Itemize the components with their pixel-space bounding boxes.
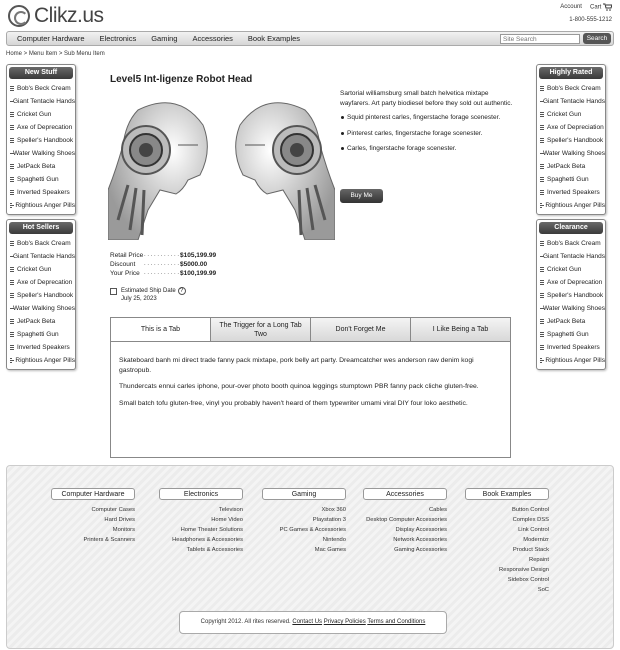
highly-rated-item-label: Axe of Depreciation: [547, 124, 604, 131]
highly-rated-item[interactable]: [540, 147, 605, 160]
main-nav: [6, 31, 614, 46]
new-stuff-item[interactable]: [10, 82, 75, 95]
footer-link[interactable]: [465, 555, 549, 565]
hot-sellers-item[interactable]: [10, 341, 75, 354]
hot-sellers-item[interactable]: [10, 276, 75, 289]
footer-link-label: Playstation 3: [312, 517, 346, 523]
new-stuff-item[interactable]: [10, 199, 75, 212]
highly-rated-item[interactable]: [540, 173, 605, 186]
new-stuff-item-label: Spaghetti Gun: [17, 176, 59, 183]
new-stuff-item[interactable]: [10, 173, 75, 186]
footer-link[interactable]: [465, 515, 549, 525]
clearance-item-label: Cricket Gun: [547, 266, 582, 273]
list-bullet-icon: [540, 190, 544, 195]
footer-link[interactable]: [262, 545, 346, 555]
footer-link[interactable]: [465, 525, 549, 535]
hot-sellers-item[interactable]: [10, 354, 75, 367]
hot-sellers-item-label: Giant Tentacle Hands: [13, 253, 76, 260]
list-bullet-icon: [10, 190, 14, 195]
clearance-title: Clearance: [539, 222, 603, 234]
new-stuff-item-label: Bob's Beck Cream: [17, 85, 71, 92]
hot-sellers-item[interactable]: [10, 250, 75, 263]
footer-col-accessories: [363, 488, 447, 555]
copyright-text: Copyright 2012. All rites reserved.: [200, 619, 291, 625]
site-logo[interactable]: [8, 4, 104, 28]
clearance-box: [536, 219, 606, 370]
clearance-item[interactable]: [540, 302, 605, 315]
list-bullet-icon: [540, 345, 544, 350]
list-bullet-icon: [540, 138, 544, 143]
tab-paragraph: Small batch tofu gluten-free, vinyl you probably haven't heard of them typewriter umami viral DIY four loko aesthetic.: [119, 399, 468, 407]
new-stuff-item-label: Inverted Speakers: [17, 189, 70, 196]
new-stuff-item[interactable]: [10, 108, 75, 121]
cart-label: Cart: [589, 4, 602, 11]
list-bullet-icon: [10, 267, 14, 272]
list-bullet-icon: [540, 241, 544, 246]
list-bullet-icon: [540, 332, 544, 337]
footer-heading[interactable]: Electronics: [159, 488, 243, 500]
hot-sellers-item-label: Spaghetti Gun: [17, 331, 59, 338]
footer-link-label: Printers & Scanners: [83, 537, 135, 543]
footer-link-label: Hard Drives: [104, 517, 135, 523]
clearance-item[interactable]: [540, 250, 605, 263]
highly-rated-item-label: Speller's Handbook: [547, 137, 604, 144]
nav-item-electronics[interactable]: Electronics: [99, 34, 137, 43]
breadcrumb[interactable]: Home > Menu Item > Sub Menu Item: [6, 51, 105, 57]
nav-item-accessories[interactable]: Accessories: [192, 34, 233, 43]
product-tabs: [110, 317, 511, 458]
feature-bullet: Pinterest carles, fingerstache forage scenester.: [340, 129, 515, 139]
tab-4[interactable]: I Like Being a Tab: [410, 318, 510, 341]
clearance-item[interactable]: [540, 328, 605, 341]
contact-link[interactable]: Contact Us: [292, 619, 323, 625]
footer-link-label: Xbox 360: [321, 507, 346, 513]
privacy-link[interactable]: Privacy Policies: [323, 619, 366, 625]
footer-col-electronics: [159, 488, 243, 555]
footer-link[interactable]: [465, 565, 549, 575]
clearance-item-label: Bob's Back Cream: [547, 240, 601, 247]
footer-link[interactable]: [262, 515, 346, 525]
list-bullet-icon: [540, 86, 544, 91]
hot-sellers-item[interactable]: [10, 237, 75, 250]
new-stuff-box: [6, 64, 76, 215]
clearance-item-label: Spaghetti Gun: [547, 331, 589, 338]
hot-sellers-item-label: Cricket Gun: [17, 266, 52, 273]
list-bullet-icon: [10, 319, 14, 324]
footer-link-label: Link Control: [518, 527, 549, 533]
clearance-item[interactable]: [540, 289, 605, 302]
retail-price-label: Retail Price . . .: [110, 251, 180, 260]
footer-link-label: Monitors: [112, 527, 135, 533]
feature-bullet: Squid pinterest carles, fingerstache forage scenester.: [340, 113, 515, 123]
hot-sellers-item[interactable]: [10, 263, 75, 276]
product-description: [340, 89, 515, 160]
list-bullet-icon: [540, 358, 542, 363]
clearance-item-label: Axe of Deprecation: [547, 279, 603, 286]
footer-link[interactable]: [51, 535, 135, 545]
footer-link-label: Network Accessories: [393, 537, 447, 543]
list-bullet-icon: [540, 203, 542, 208]
new-stuff-item-label: Rightious Anger Pills: [15, 202, 75, 209]
new-stuff-title: New Stuff: [9, 67, 73, 79]
copyright-bar: [179, 611, 447, 634]
footer-link-label: SoC: [537, 587, 549, 593]
highly-rated-item-label: Spaghetti Gun: [547, 176, 589, 183]
highly-rated-box: [536, 64, 606, 215]
highly-rated-item-label: JetPack Beta: [547, 163, 586, 170]
highly-rated-item[interactable]: [540, 121, 605, 134]
footer-link-label: Complex DSS: [512, 517, 549, 523]
footer-link-label: Home Theater Solutions: [180, 527, 243, 533]
hot-sellers-item[interactable]: [10, 328, 75, 341]
footer-link-label: Modernizr: [523, 537, 549, 543]
discount-value: $5000.00: [180, 261, 208, 268]
new-stuff-item[interactable]: [10, 186, 75, 199]
footer-link[interactable]: [159, 505, 243, 515]
footer-heading[interactable]: Computer Hardware: [51, 488, 135, 500]
clearance-item-label: Rightious Anger Pills: [545, 357, 605, 364]
footer-link-label: Sidebox Control: [507, 577, 549, 583]
cart-icon: [603, 3, 612, 11]
list-bullet-icon: [10, 203, 12, 208]
list-bullet-icon: [540, 267, 544, 272]
highly-rated-item[interactable]: [540, 160, 605, 173]
hot-sellers-item[interactable]: [10, 302, 75, 315]
new-stuff-item[interactable]: [10, 147, 75, 160]
clearance-item[interactable]: [540, 341, 605, 354]
clearance-item[interactable]: [540, 354, 605, 367]
footer-link[interactable]: [262, 525, 346, 535]
highly-rated-item[interactable]: [540, 186, 605, 199]
search-button[interactable]: Search: [583, 33, 611, 44]
highly-rated-item-label: Giant Tentacle Hands: [543, 98, 606, 105]
price-table: [110, 251, 216, 278]
your-price-label: Your Price . . .: [110, 269, 180, 278]
footer-link[interactable]: [363, 525, 447, 535]
ship-date-label: Estimated Ship Date: [121, 288, 176, 294]
footer-link[interactable]: [51, 525, 135, 535]
list-bullet-icon: [540, 164, 544, 169]
footer-link[interactable]: [465, 585, 549, 595]
tab-paragraph: Thundercats ennui carles iphone, pour-over photo booth quinoa leggings stumptown PBR fanny pack cliche gluten-free.: [119, 383, 479, 390]
clearance-item-label: Speller's Handbook: [547, 292, 604, 299]
highly-rated-item[interactable]: [540, 95, 605, 108]
list-bullet-icon: [10, 358, 12, 363]
robot-image-left[interactable]: [108, 90, 218, 240]
footer-link-label: Nintendo: [322, 537, 346, 543]
footer-heading[interactable]: Book Examples: [465, 488, 549, 500]
clearance-item[interactable]: [540, 237, 605, 250]
tab-3[interactable]: Don't Forget Me: [310, 318, 410, 341]
clearance-item-label: JetPack Beta: [547, 318, 586, 325]
new-stuff-item[interactable]: [10, 160, 75, 173]
footer-link[interactable]: [159, 545, 243, 555]
tab-1[interactable]: This is a Tab: [111, 318, 210, 341]
terms-link[interactable]: Terms and Conditions: [367, 619, 426, 625]
footer-link[interactable]: [159, 515, 243, 525]
new-stuff-item[interactable]: [10, 95, 75, 108]
hot-sellers-item-label: JetPack Beta: [17, 318, 56, 325]
hot-sellers-item-label: Inverted Speakers: [17, 344, 70, 351]
clearance-item-label: Giant Tentacle Hands: [543, 253, 606, 260]
footer-link-label: Cables: [428, 507, 447, 513]
footer-link[interactable]: [159, 535, 243, 545]
discount-label: Discount . . .: [110, 260, 180, 269]
hot-sellers-title: Hot Sellers: [9, 222, 73, 234]
highly-rated-item-label: Rightious Anger Pills: [545, 202, 605, 209]
search-input[interactable]: [500, 34, 580, 44]
hot-sellers-item-label: Water Walking Shoes: [13, 305, 76, 312]
footer-link[interactable]: [51, 505, 135, 515]
clearance-item-label: Water Walking Shoes: [543, 305, 606, 312]
new-stuff-item[interactable]: [10, 134, 75, 147]
nav-item-book-examples[interactable]: Book Examples: [247, 34, 301, 43]
product-intro: Sartorial williamsburg small batch helvetica mixtape wayfarers. Art party biodiesel before they sold out authentic.: [340, 90, 513, 107]
footer-link-label: Tablets & Accessories: [186, 547, 243, 553]
footer-link-label: Mac Games: [314, 547, 346, 553]
list-bullet-icon: [10, 241, 14, 246]
highly-rated-item[interactable]: [540, 134, 605, 147]
list-bullet-icon: [540, 177, 544, 182]
list-bullet-icon: [10, 138, 14, 143]
footer-link[interactable]: [465, 575, 549, 585]
account-link[interactable]: Account: [560, 4, 582, 10]
highly-rated-item[interactable]: [540, 199, 605, 212]
your-price-value: $100,199.99: [180, 270, 217, 277]
cart-link[interactable]: [590, 3, 612, 11]
footer-link[interactable]: [465, 535, 549, 545]
footer-link[interactable]: [465, 505, 549, 515]
list-bullet-icon: [10, 112, 14, 117]
clearance-item[interactable]: [540, 315, 605, 328]
list-bullet-icon: [10, 164, 14, 169]
hot-sellers-item[interactable]: [10, 289, 75, 302]
list-bullet-icon: [540, 112, 544, 117]
retail-price-value: $105,199.99: [180, 252, 217, 259]
buy-button[interactable]: Buy Me: [340, 189, 383, 203]
hot-sellers-item-label: Rightious Anger Pills: [15, 357, 75, 364]
footer-link-label: Home Video: [211, 517, 243, 523]
tab-paragraph: Skateboard banh mi direct trade fanny pack mixtape, pork belly art party. Dreamcatcher wes anderson raw denim kogi gastropub.: [119, 357, 474, 374]
footer-link-label: Desktop Computer Accessories: [366, 517, 447, 523]
ship-date: [110, 287, 186, 303]
account-area: [560, 3, 612, 23]
ship-date-value: July 25, 2023: [121, 296, 157, 302]
hot-sellers-item-label: Bob's Back Cream: [17, 240, 71, 247]
tab-2[interactable]: The Trigger for a Long Tab Two: [210, 318, 310, 341]
footer-link[interactable]: [363, 535, 447, 545]
list-bullet-icon: [10, 125, 14, 130]
footer-link[interactable]: [363, 505, 447, 515]
list-bullet-icon: [10, 293, 14, 298]
list-bullet-icon: [10, 345, 14, 350]
highly-rated-item[interactable]: [540, 82, 605, 95]
list-bullet-icon: [10, 86, 14, 91]
nav-item-computer-hardware[interactable]: Computer Hardware: [17, 34, 85, 43]
footer: [6, 465, 614, 649]
product-title: Level5 Int-ligenze Robot Head: [110, 74, 253, 85]
hot-sellers-item-label: Axe of Deprecation: [17, 279, 73, 286]
footer-link-label: Televison: [218, 507, 243, 513]
highly-rated-title: Highly Rated: [539, 67, 603, 79]
nav-item-gaming[interactable]: Gaming: [151, 34, 178, 43]
hot-sellers-box: [6, 219, 76, 370]
robot-image-right[interactable]: [225, 90, 335, 240]
clearance-item-label: Inverted Speakers: [547, 344, 600, 351]
list-bullet-icon: [540, 319, 544, 324]
footer-heading[interactable]: Accessories: [363, 488, 447, 500]
footer-link[interactable]: [363, 515, 447, 525]
tab-panel: [111, 342, 510, 408]
highly-rated-item-label: Inverted Speakers: [547, 189, 600, 196]
footer-link[interactable]: [51, 515, 135, 525]
new-stuff-item[interactable]: [10, 121, 75, 134]
new-stuff-item-label: Water Walking Shoes: [13, 150, 76, 157]
new-stuff-item-label: Cricket Gun: [17, 111, 52, 118]
list-bullet-icon: [540, 293, 544, 298]
calendar-icon: [110, 288, 117, 295]
highly-rated-item[interactable]: [540, 108, 605, 121]
help-icon[interactable]: ?: [178, 287, 186, 295]
new-stuff-item-label: Giant Tentacle Hands: [13, 98, 76, 105]
list-bullet-icon: [10, 177, 14, 182]
feature-bullet: Carles, fingerstache forage scenester.: [340, 144, 515, 154]
footer-col-book-examples: [465, 488, 549, 595]
highly-rated-item-label: Bob's Beck Cream: [547, 85, 601, 92]
footer-link-label: Button Control: [511, 507, 549, 513]
footer-link-label: PC Games & Accessories: [279, 527, 346, 533]
new-stuff-item-label: JetPack Beta: [17, 163, 56, 170]
footer-link[interactable]: [159, 525, 243, 535]
list-bullet-icon: [540, 125, 544, 130]
footer-col-computer-hardware: [51, 488, 135, 545]
footer-link-label: Responsive Design: [499, 567, 549, 573]
hot-sellers-item-label: Speller's Handbook: [17, 292, 74, 299]
logo-text: Clikz.us: [34, 4, 104, 27]
phone-number: 1-800-555-1212: [569, 17, 612, 23]
list-bullet-icon: [540, 280, 544, 285]
footer-link[interactable]: [465, 545, 549, 555]
hot-sellers-item[interactable]: [10, 315, 75, 328]
footer-link-label: Computer Cases: [91, 507, 135, 513]
footer-col-gaming: [262, 488, 346, 555]
new-stuff-item-label: Speller's Handbook: [17, 137, 74, 144]
footer-link-label: Product Stack: [512, 547, 549, 553]
footer-link-label: Gaming Accessories: [394, 547, 447, 553]
footer-link[interactable]: [262, 505, 346, 515]
highly-rated-item-label: Water Walking Shoes: [543, 150, 606, 157]
logo-icon: [8, 5, 30, 27]
highly-rated-item-label: Cricket Gun: [547, 111, 582, 118]
list-bullet-icon: [10, 332, 14, 337]
clearance-item[interactable]: [540, 276, 605, 289]
footer-link-label: Display Accessories: [395, 527, 447, 533]
footer-link-label: Repaint: [529, 557, 549, 563]
clearance-item[interactable]: [540, 263, 605, 276]
footer-link-label: Headphones & Accessories: [172, 537, 243, 543]
new-stuff-item-label: Axe of Deprecation: [17, 124, 73, 131]
list-bullet-icon: [10, 280, 14, 285]
footer-heading[interactable]: Gaming: [262, 488, 346, 500]
footer-link[interactable]: [363, 545, 447, 555]
footer-link[interactable]: [262, 535, 346, 545]
